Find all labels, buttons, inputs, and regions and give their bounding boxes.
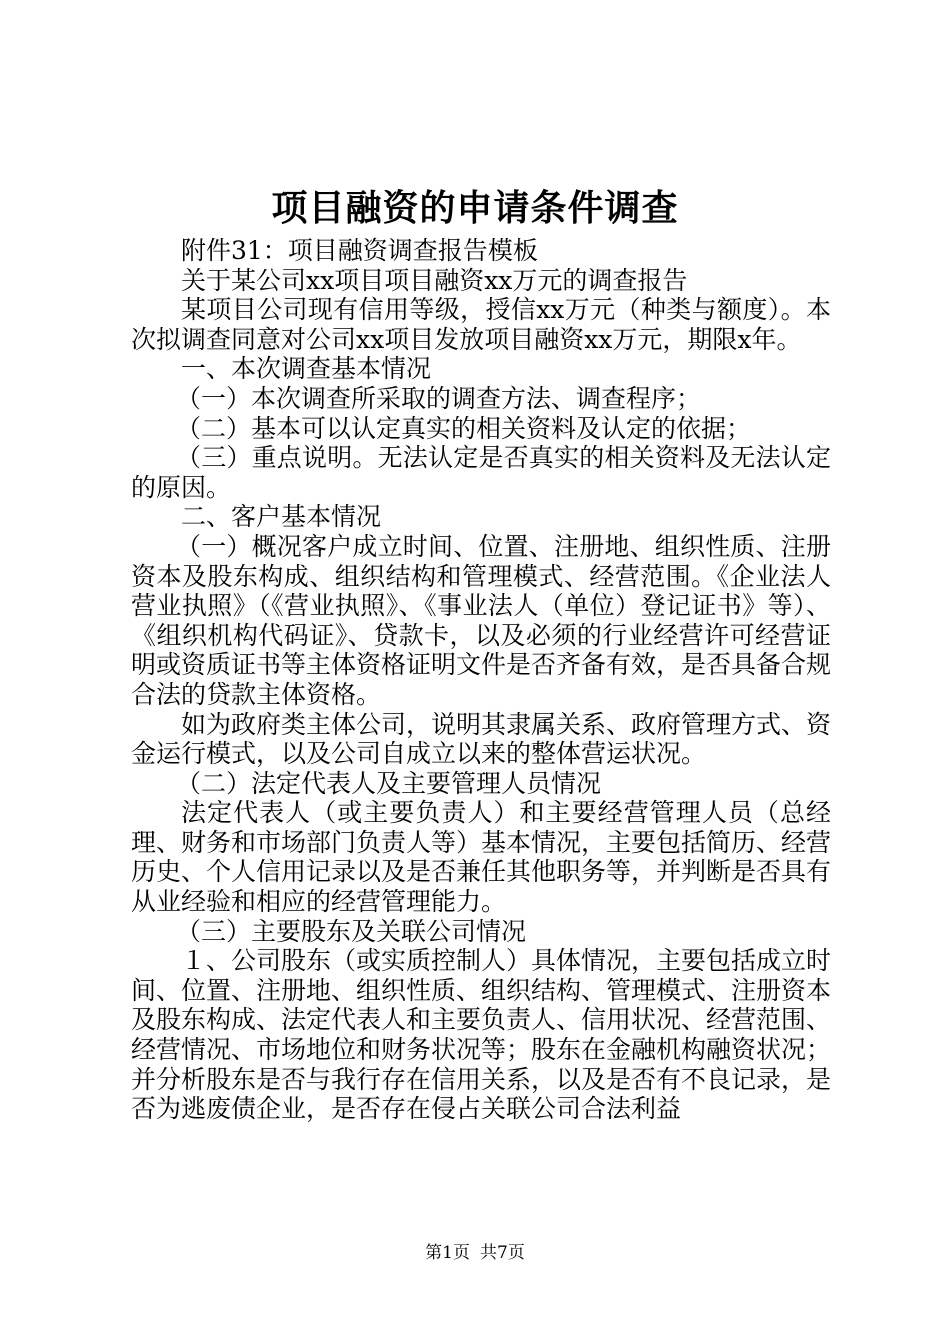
document-title: 项目融资的申请条件调查 [271, 187, 679, 229]
body-paragraph: （一）概况客户成立时间、位置、注册地、组织性质、注册资本及股东构成、组织结构和管理模式、经营范围。《企业法人营业执照》（《营业执照》、《事业法人（单位）登记证书》等）、《组织机构代码证》、贷款卡，以及必须的行业经营许可经营证明或资质证书等主体资格证明文件是否齐备有效，是否具备合规合法的贷款主体资格。 [131, 531, 832, 709]
intro-paragraph: 某项目公司现有信用等级，授信xx万元（种类与额度）。本次拟调查同意对公司xx项目发放项目融资xx万元，期限x年。 [131, 295, 831, 354]
body-paragraph: 法定代表人（或主要负责人）和主要经营管理人员（总经理、财务和市场部门负责人等）基本情况，主要包括简历、经营历史、个人信用记录以及是否兼任其他职务等，并判断是否具有从业经验和相应的经营管理能力。 [131, 798, 832, 917]
attachment-line: 附件31：项目融资调查报告模板 [181, 236, 538, 265]
subsection-heading: （二）法定代表人及主要管理人员情况 [176, 768, 602, 798]
subsection-item: （二）基本可以认定真实的相关资料及认定的依据； [176, 413, 752, 443]
page-number: 第1页 [425, 1243, 470, 1263]
section-heading: 二、客户基本情况 [181, 502, 382, 532]
document-body [131, 236, 831, 1124]
subsection-heading: （三）主要股东及关联公司情况 [176, 916, 527, 946]
subsection-item: （三）重点说明。无法认定是否真实的相关资料及无法认定的原因。 [131, 443, 831, 502]
body-paragraph: 如为政府类主体公司，说明其隶属关系、政府管理方式、资金运行模式，以及公司自成立以来的整体营运状况。 [131, 709, 832, 769]
page-footer [0, 1241, 950, 1265]
section-heading: 一、本次调查基本情况 [181, 354, 432, 384]
body-paragraph: １、公司股东（或实质控制人）具体情况，主要包括成立时间、位置、注册地、组织性质、组织结构、管理模式、注册资本及股东构成、法定代表人和主要负责人、信用状况、经营范围、经营情况、市场地位和财务状况等；股东在金融机构融资状况；并分析股东是否与我行存在信用关系，以及是否有不良记录，是否为逃废债企业，是否存在侵占关联公司合法利益 [131, 946, 832, 1124]
subsection-item: （一）本次调查所采取的调查方法、调查程序； [176, 383, 702, 413]
page-total: 共7页 [480, 1243, 525, 1263]
report-subtitle: 关于某公司xx项目项目融资xx万元的调查报告 [181, 265, 688, 295]
